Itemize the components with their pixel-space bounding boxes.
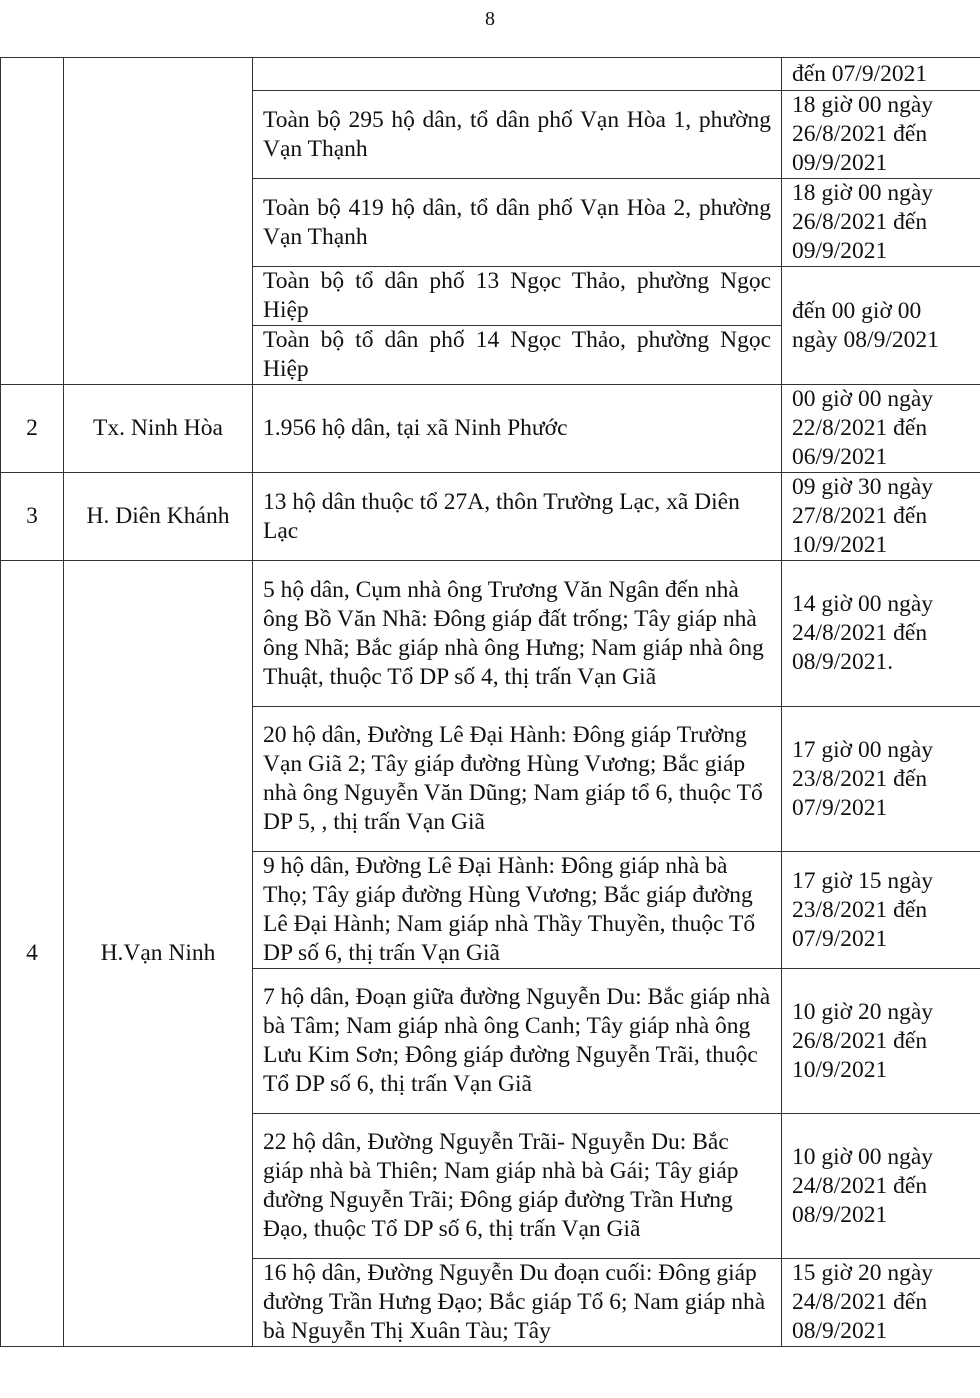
area-cell: 22 hộ dân, Đường Nguyễn Trãi- Nguyễn Du: Bắc giáp nhà bà Thiên; Nam giáp nhà bà Gái; Tây giáp đường Nguyễn Trãi; Đông giáp đường Trần Hưng Đạo, thuộc Tổ DP số 6, thị trấn Vạn Giã (253, 1114, 782, 1259)
time-cell: 00 giờ 00 ngày 22/8/2021 đến 06/9/2021 (782, 385, 980, 473)
time-cell: 15 giờ 20 ngày 24/8/2021 đến 08/9/2021 (782, 1259, 980, 1347)
stt-cell (1, 58, 64, 385)
time-cell: 18 giờ 00 ngày 26/8/2021 đến 09/9/2021 (782, 91, 980, 179)
unit-cell: Tx. Ninh Hòa (64, 385, 253, 473)
lockdown-areas-table (0, 57, 980, 1347)
time-cell: đến 07/9/2021 (782, 58, 980, 91)
stt-cell: 2 (1, 385, 64, 473)
page-number: 8 (485, 8, 495, 30)
time-cell: 17 giờ 00 ngày 23/8/2021 đến 07/9/2021 (782, 707, 980, 852)
area-cell: Toàn bộ 419 hộ dân, tổ dân phố Vạn Hòa 2, phường Vạn Thạnh (253, 179, 782, 267)
time-cell: 17 giờ 15 ngày 23/8/2021 đến 07/9/2021 (782, 852, 980, 969)
area-cell: 16 hộ dân, Đường Nguyễn Du đoạn cuối: Đông giáp đường Trần Hưng Đạo; Bắc giáp Tổ 6; Nam giáp nhà bà Nguyễn Thị Xuân Tàu; Tây (253, 1259, 782, 1347)
time-cell: 09 giờ 30 ngày 27/8/2021 đến 10/9/2021 (782, 473, 980, 561)
table-row (1, 561, 980, 707)
time-cell: 14 giờ 00 ngày 24/8/2021 đến 08/9/2021. (782, 561, 980, 707)
area-cell (253, 58, 782, 91)
table-row (1, 58, 980, 91)
area-cell: Toàn bộ tổ dân phố 13 Ngọc Thảo, phường Ngọc Hiệp (253, 267, 782, 326)
time-cell: 18 giờ 00 ngày 26/8/2021 đến 09/9/2021 (782, 179, 980, 267)
area-cell: 5 hộ dân, Cụm nhà ông Trương Văn Ngân đến nhà ông Bồ Văn Nhã: Đông giáp đất trống; Tây giáp nhà ông Nhã; Bắc giáp nhà ông Hưng; Nam giáp nhà ông Thuật, thuộc Tổ DP số 4, thị trấn Vạn Giã (253, 561, 782, 707)
area-cell: 9 hộ dân, Đường Lê Đại Hành: Đông giáp nhà bà Thọ; Tây giáp đường Hùng Vương; Bắc giáp đường Lê Đại Hành; Nam giáp nhà Thầy Thuyền, thuộc Tổ DP số 6, thị trấn Vạn Giã (253, 852, 782, 969)
area-cell: 1.956 hộ dân, tại xã Ninh Phước (253, 385, 782, 473)
unit-cell: H.Vạn Ninh (64, 561, 253, 1347)
time-cell: 10 giờ 20 ngày 26/8/2021 đến 10/9/2021 (782, 969, 980, 1114)
unit-cell: H. Diên Khánh (64, 473, 253, 561)
area-cell: 20 hộ dân, Đường Lê Đại Hành: Đông giáp Trường Vạn Giã 2; Tây giáp đường Hùng Vương; Bắc giáp nhà ông Nguyễn Văn Dũng; Nam giáp tổ 6, thuộc Tổ DP 5, , thị trấn Vạn Giã (253, 707, 782, 852)
stt-cell: 3 (1, 473, 64, 561)
time-cell: 10 giờ 00 ngày 24/8/2021 đến 08/9/2021 (782, 1114, 980, 1259)
table-row (1, 385, 980, 473)
table-row (1, 473, 980, 561)
stt-cell: 4 (1, 561, 64, 1347)
time-cell: đến 00 giờ 00 ngày 08/9/2021 (782, 267, 980, 385)
unit-cell (64, 58, 253, 385)
area-cell: 13 hộ dân thuộc tổ 27A, thôn Trường Lạc, xã Diên Lạc (253, 473, 782, 561)
area-cell: Toàn bộ tổ dân phố 14 Ngọc Thảo, phường Ngọc Hiệp (253, 326, 782, 385)
area-cell: 7 hộ dân, Đoạn giữa đường Nguyễn Du: Bắc giáp nhà bà Tâm; Nam giáp nhà ông Canh; Tây giáp nhà ông Lưu Kim Sơn; Đông giáp đường Nguyễn Trãi, thuộc Tổ DP số 6, thị trấn Vạn Giã (253, 969, 782, 1114)
area-cell: Toàn bộ 295 hộ dân, tổ dân phố Vạn Hòa 1, phường Vạn Thạnh (253, 91, 782, 179)
